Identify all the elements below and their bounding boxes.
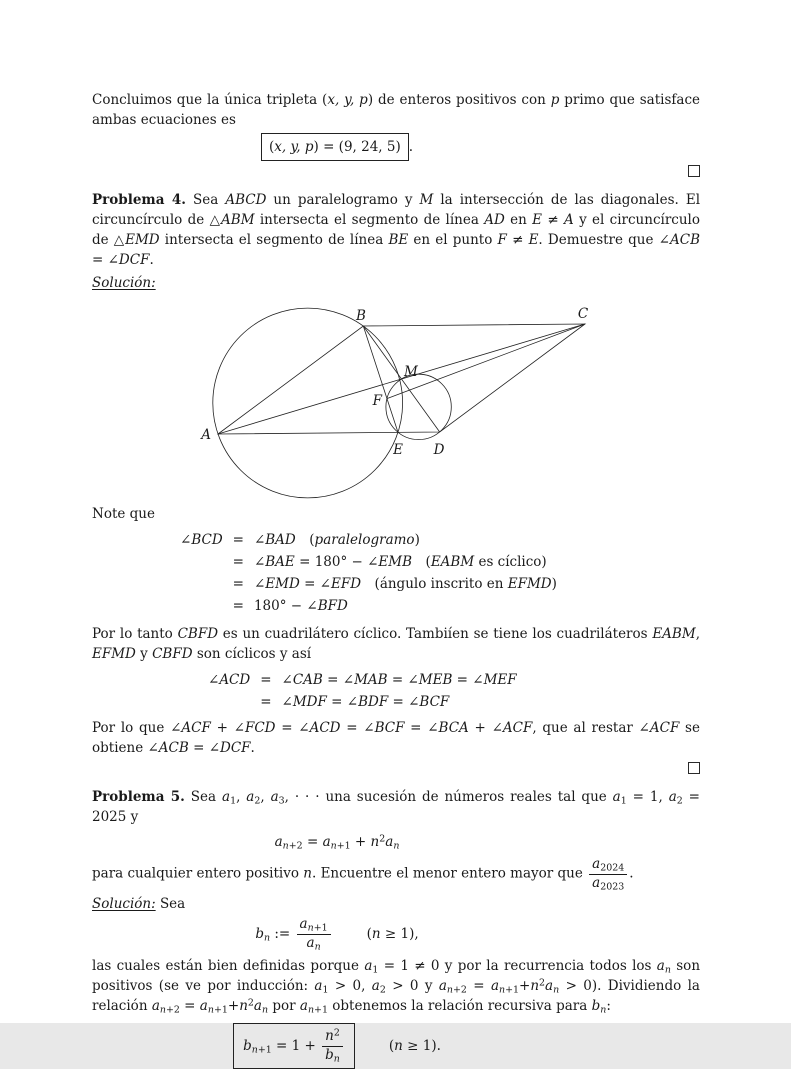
derivation-2 [208, 669, 517, 713]
boxed-answer-line [92, 133, 582, 161]
geometry-figure [170, 295, 610, 501]
well-defined-paragraph: las cuales están bien definidas porque $a_1 = 1 \ne 0$ y por la recurrencia todos los $a_n$ son positivos (se ve por inducción: $a_1 > 0$, $a_2 > 0$ y $a_{n+2} = a_{n+1}+n^2a_n > 0$). Dividiendo la relación $a_{n+2} = a_{n+1}+n^2a_n$ por $a_{n+1}$ obtenemos la relación recursiva para $b_n$: [92, 958, 701, 1016]
qed-line-1 [92, 165, 700, 177]
eq-rel: = [232, 554, 244, 570]
problem5-label: Problema 5. [92, 789, 185, 805]
bn-fraction: $\frac{a_{n+1}}{a_n}$ [297, 917, 331, 951]
boxed-recursion: $b_{n+1} = 1$ + $\frac{n^2}{b_n}$ [233, 1023, 355, 1069]
bn-definition-equation: $b_n$ := $\frac{a_{n+1}}{a_n}$ (n ≥ 1), [255, 916, 419, 953]
derivation-2-row-1: ∠CAB = ∠MAB = ∠MEB = ∠MEF [281, 672, 517, 688]
derivation-1 [180, 529, 557, 617]
qed-square-icon [688, 165, 700, 177]
point-label-B: B [356, 308, 366, 324]
point-label-M: M [404, 364, 418, 380]
eq-rel: = [232, 598, 244, 614]
problem4-solution-label: Solución: [92, 275, 156, 291]
derivation-1-row-2: ∠BAE = 180° − ∠EMB (EABM es cíclico) [253, 554, 547, 570]
point-label-A: A [201, 427, 211, 443]
cyclic-quadrilateral-paragraph: Por lo tanto CBFD es un cuadrilátero cíclico. Tambiíen se tiene los cuadriláteros EABM, EFMD y CBFD son cíclicos y así [92, 626, 700, 662]
problem5-solution-label: Solución: Sea [92, 896, 186, 913]
problem4-label: Problema 4. [92, 192, 186, 208]
derivation-2-row-2: ∠MDF = ∠BDF = ∠BCF [281, 694, 450, 710]
qed-line-2 [92, 762, 700, 774]
intro-paragraph: Concluimos que la única tripleta (x, y, p) de enteros positivos con p primo que satisface ambas ecuaciones es [92, 92, 700, 128]
point-label-D: D [433, 442, 445, 458]
problem5-text: Sea $a_1$, $a_2$, $a_3$, · · · una sucesión de números reales tal que $a_1 = 1$, $a_2 = 2025$ y [92, 789, 700, 825]
point-label-F: F [372, 393, 382, 409]
point-label-E: E [393, 442, 403, 458]
eq-rel: = [232, 576, 244, 592]
derivation-1-row-1: ∠BAD (paralelogramo) [253, 532, 420, 548]
derivation-1-row-3: ∠EMD = ∠EFD (ángulo inscrito en EFMD) [253, 576, 557, 592]
circumcircle-EFMD [386, 374, 451, 439]
note-lead: Note que [92, 506, 155, 522]
qed-square-icon [688, 762, 700, 774]
boxed-answer: (x, y, p) = (9, 24, 5) [261, 133, 409, 161]
boxed-answer-period: . [408, 139, 414, 155]
eq-rel: = [260, 694, 272, 710]
problem5-statement [92, 787, 700, 827]
problem4-text: Sea ABCD un paralelogramo y M la intersección de las diagonales. El circuncírculo de △ABM intersecta el segmento de línea AD en E ≠ A y el circuncírculo de △EMD intersecta el segmento de línea BE en el punto F ≠ E. Demuestre que ∠ACB = ∠DCF. [92, 192, 701, 268]
recursion-fraction: $\frac{n^2}{b_n}$ [322, 1029, 343, 1063]
segment-CF [387, 324, 585, 399]
eq-rel: = [232, 532, 244, 548]
derivation-1-row-4: 180° − ∠BFD [253, 598, 348, 614]
ratio-fraction: $\frac{a_{2024}}{a_{2023}}$ [589, 857, 627, 891]
conclusion-paragraph: Por lo que ∠ACF + ∠FCD = ∠ACD = ∠BCF = ∠BCA + ∠ACF, que al restar ∠ACF se obtiene ∠ACB = ∠DCF. [92, 720, 700, 756]
question-paragraph: para cualquier entero positivo n. Encuentre el menor entero mayor que $\frac{a_{2024}}{a_{2023}}$ . [92, 856, 634, 893]
derivation-2-lhs: ∠ACD [208, 672, 251, 688]
eq-rel: = [260, 672, 272, 688]
derivation-1-lhs: ∠BCD [180, 532, 223, 548]
recurrence-equation: $a_{n+2} = a_{n+1} + n^2a_n$ [274, 833, 400, 852]
boxed-recursion-line: $b_{n+1} = 1$ + $\frac{n^2}{b_n}$ (n ≥ 1). [92, 1023, 582, 1069]
point-label-C: C [577, 306, 589, 322]
problem4-statement [92, 190, 700, 270]
